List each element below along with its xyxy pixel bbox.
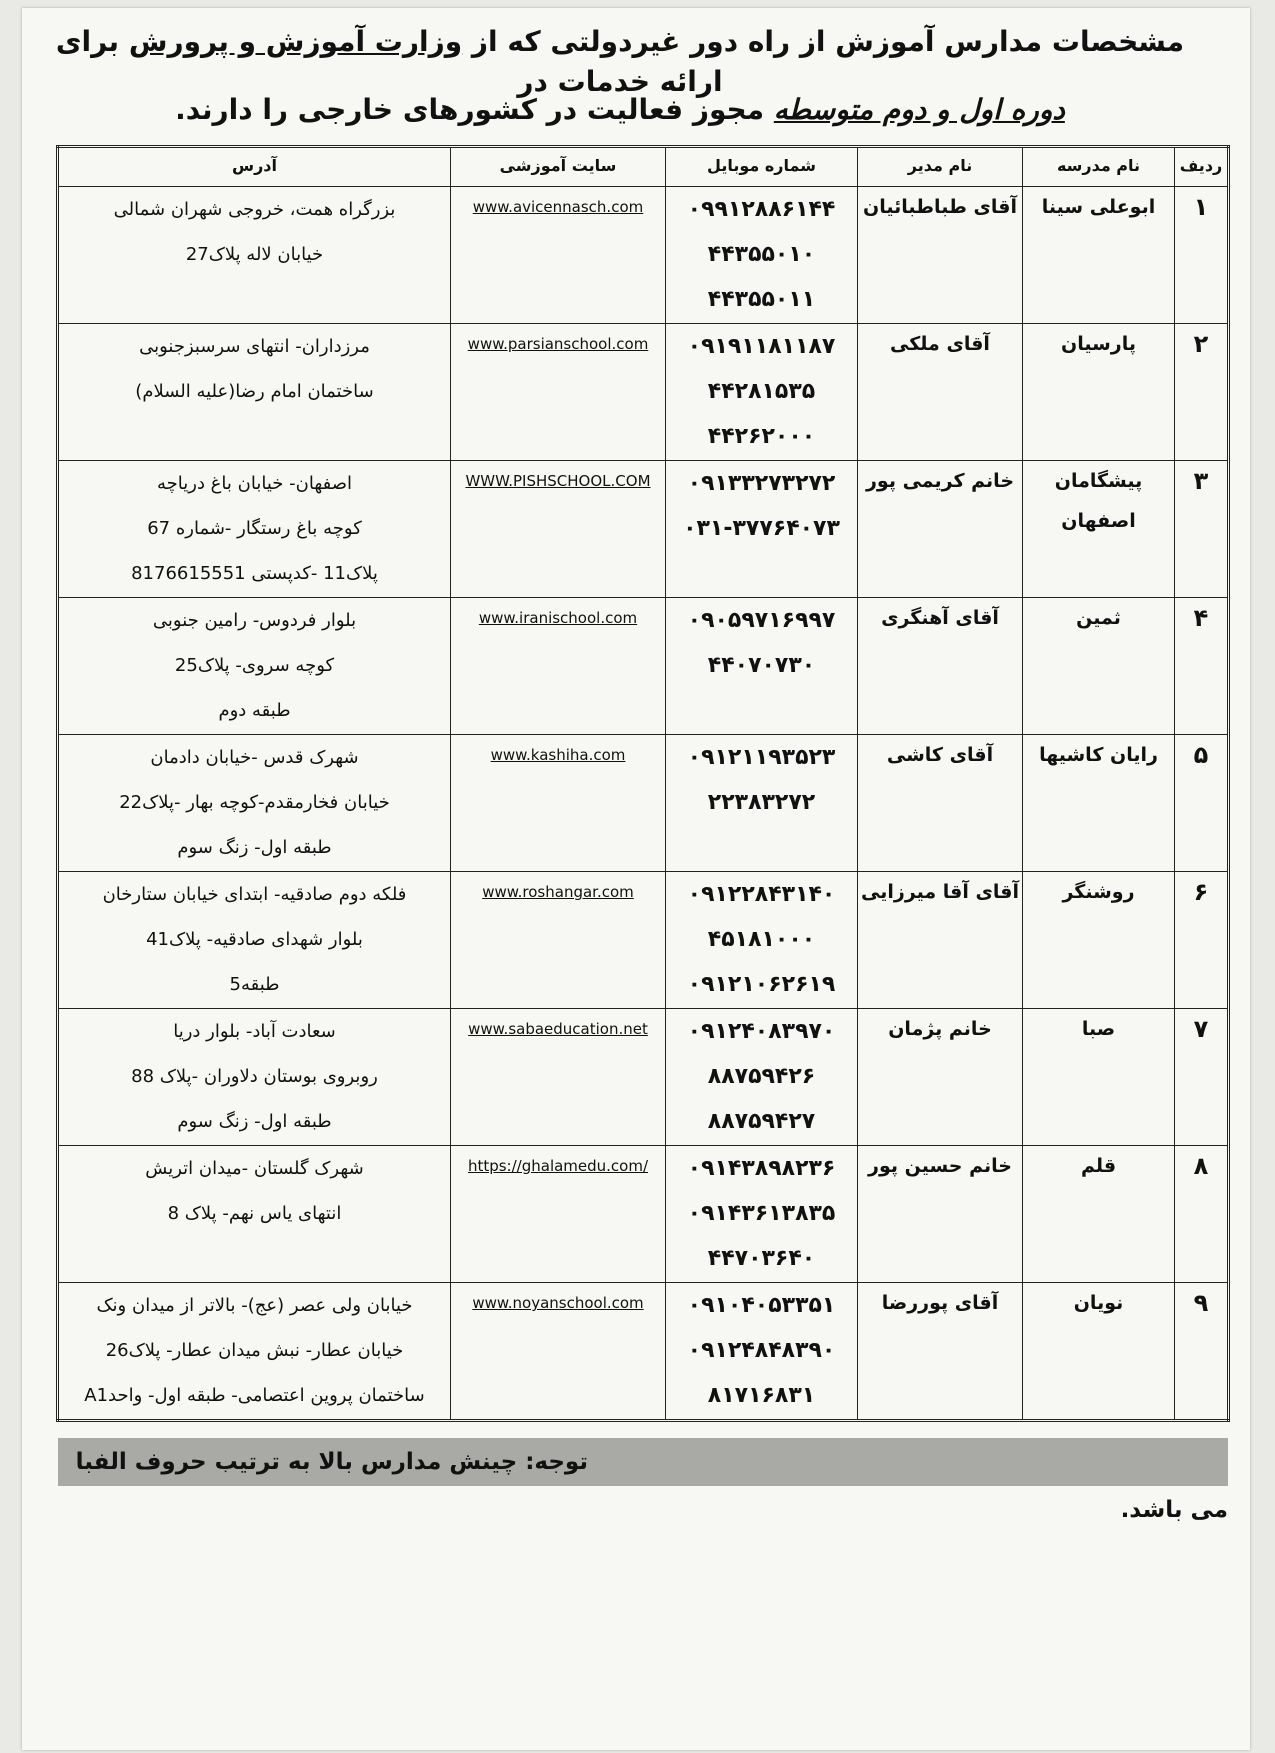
table-row — [58, 187, 1229, 324]
website-link[interactable]: https://ghalamedu.com/ — [467, 1157, 649, 1175]
address-line: ساختمان امام رضا(علیه السلام) — [135, 381, 374, 402]
phone-number: ۴۴۲۶۲۰۰۰ — [707, 424, 816, 449]
phone-cell — [666, 872, 858, 1009]
website-cell — [451, 872, 666, 1009]
address-line: ساختمان پروین اعتصامی- طبقه اول- واحدA1 — [84, 1385, 425, 1406]
website-cell — [451, 598, 666, 735]
row-index: ۳ — [1175, 461, 1229, 598]
address-line: طبقه دوم — [218, 700, 291, 721]
address-line: بزرگراه همت، خروجی شهران شمالی — [113, 199, 396, 220]
table-body — [58, 187, 1229, 1421]
address-line: مرزداران- انتهای سرسبزجنوبی — [139, 336, 370, 357]
phone-number: ۴۴۳۵۵۰۱۰ — [707, 242, 816, 267]
address-line: شهرک گلستان -میدان اتریش — [145, 1158, 364, 1179]
phone-number: ۰۹۱۲۱۱۹۳۵۲۳ — [687, 745, 836, 770]
address-line: بلوار شهدای صادقیه- پلاک41 — [146, 929, 363, 950]
website-link[interactable]: www.parsianschool.com — [467, 335, 649, 353]
address-line: سعادت آباد- بلوار دریا — [173, 1021, 336, 1042]
school-name: قلم — [1023, 1146, 1175, 1283]
address-cell — [58, 735, 451, 872]
manager-name: آقای طباطبائیان — [858, 187, 1023, 324]
website-cell — [451, 1009, 666, 1146]
row-index: ۱ — [1175, 187, 1229, 324]
phone-number: ۴۴۰۷۰۷۳۰ — [707, 653, 816, 678]
phone-number: ۴۴۳۵۵۰۱۱ — [707, 287, 816, 312]
address-line: شهرک قدس -خیابان دادمان — [150, 747, 359, 768]
website-cell — [451, 1146, 666, 1283]
header-website: سایت آموزشی — [451, 147, 666, 187]
table-header-row — [58, 147, 1229, 187]
header-address: آدرس — [58, 147, 451, 187]
title-text: مشخصات مدارس آموزش از راه دور غیردولتی که از — [462, 25, 1185, 58]
address-cell — [58, 1283, 451, 1421]
school-name: نویان — [1023, 1283, 1175, 1421]
phone-number: ۸۸۷۵۹۴۲۶ — [707, 1064, 816, 1089]
school-name: پیشگامان اصفهان — [1023, 461, 1175, 598]
phone-number: ۸۱۷۱۶۸۳۱ — [707, 1383, 816, 1408]
phone-number: ۰۹۱۲۲۸۴۳۱۴۰ — [687, 882, 836, 907]
row-index: ۵ — [1175, 735, 1229, 872]
manager-name: آقای ملکی — [858, 324, 1023, 461]
manager-name: خانم کریمی پور — [858, 461, 1023, 598]
phone-number: ۰۳۱-۳۷۷۶۴۰۷۳ — [683, 516, 840, 541]
header-index: ردیف — [1175, 147, 1229, 187]
manager-name: خانم حسین پور — [858, 1146, 1023, 1283]
phone-cell — [666, 1146, 858, 1283]
address-cell — [58, 324, 451, 461]
phone-number: ۰۹۰۵۹۷۱۶۹۹۷ — [687, 608, 836, 633]
note-text: توجه: چینش مدارس بالا به ترتیب حروف الفبا می باشد. — [75, 1449, 1228, 1523]
phone-cell — [666, 187, 858, 324]
website-link[interactable]: www.iranischool.com — [478, 609, 638, 627]
title-period: دوره اول و دوم متوسطه — [773, 93, 1065, 126]
address-line: فلکه دوم صادقیه- ابتدای خیابان ستارخان — [102, 884, 407, 905]
note-banner — [58, 1438, 1228, 1523]
header-mobile: شماره موبایل — [666, 147, 858, 187]
document-title-line-2 — [40, 90, 1200, 130]
manager-name: آقای آهنگری — [858, 598, 1023, 735]
address-line: پلاک11 -کدپستی 8176615551 — [131, 563, 378, 584]
row-index: ۲ — [1175, 324, 1229, 461]
address-line: خیابان عطار- نبش میدان عطار- پلاک26 — [105, 1340, 404, 1361]
phone-cell — [666, 1283, 858, 1421]
phone-number: ۰۹۱۰۴۰۵۳۳۵۱ — [687, 1293, 836, 1318]
phone-cell — [666, 1009, 858, 1146]
phone-number: ۰۹۱۲۴۸۴۸۳۹۰ — [687, 1338, 836, 1363]
table-row — [58, 461, 1229, 598]
website-cell — [451, 1283, 666, 1421]
website-cell — [451, 187, 666, 324]
phone-number: ۰۹۱۴۳۸۹۸۲۳۶ — [687, 1156, 836, 1181]
address-line: انتهای یاس نهم- پلاک 8 — [167, 1203, 342, 1224]
school-name: روشنگر — [1023, 872, 1175, 1009]
phone-cell — [666, 461, 858, 598]
phone-cell — [666, 598, 858, 735]
table-row — [58, 1146, 1229, 1283]
manager-name: آقای آقا میرزایی — [858, 872, 1023, 1009]
address-cell — [58, 1009, 451, 1146]
website-link[interactable]: WWW.PISHSCHOOL.COM — [465, 472, 651, 490]
website-cell — [451, 735, 666, 872]
phone-number: ۲۲۳۸۳۲۷۲ — [707, 790, 816, 815]
address-line: بلوار فردوس- رامین جنوبی — [152, 610, 357, 631]
table-row — [58, 735, 1229, 872]
website-link[interactable]: www.kashiha.com — [490, 746, 626, 764]
phone-number: ۰۹۹۱۲۸۸۶۱۴۴ — [687, 197, 836, 222]
header-school: نام مدرسه — [1023, 147, 1175, 187]
address-cell — [58, 598, 451, 735]
website-cell — [451, 461, 666, 598]
address-line: اصفهان- خیابان باغ دریاچه — [156, 473, 353, 494]
website-link[interactable]: www.noyanschool.com — [472, 1294, 644, 1312]
row-index: ۸ — [1175, 1146, 1229, 1283]
phone-cell — [666, 735, 858, 872]
address-cell — [58, 187, 451, 324]
title-ministry: وزارت آموزش و پرورش — [128, 25, 463, 58]
table-row — [58, 598, 1229, 735]
phone-number: ۰۹۱۲۱۰۶۲۶۱۹ — [687, 972, 836, 997]
phone-number: ۴۴۲۸۱۵۳۵ — [707, 379, 816, 404]
website-link[interactable]: www.roshangar.com — [482, 883, 634, 901]
row-index: ۷ — [1175, 1009, 1229, 1146]
table-row — [58, 1009, 1229, 1146]
phone-number: ۸۸۷۵۹۴۲۷ — [707, 1109, 816, 1134]
address-line: روبروی بوستان دلاوران -پلاک 88 — [131, 1066, 378, 1087]
school-name: ثمین — [1023, 598, 1175, 735]
row-index: ۹ — [1175, 1283, 1229, 1421]
website-link[interactable]: www.avicennasch.com — [472, 198, 644, 216]
header-manager: نام مدیر — [858, 147, 1023, 187]
phone-number: ۴۵۱۸۱۰۰۰ — [707, 927, 816, 952]
address-cell — [58, 1146, 451, 1283]
phone-number: ۴۴۷۰۳۶۴۰ — [707, 1246, 816, 1271]
address-line: خیابان لاله پلاک27 — [185, 244, 324, 265]
address-line: طبقه اول- زنگ سوم — [177, 837, 332, 858]
address-cell — [58, 872, 451, 1009]
title-text: مجوز فعالیت در کشورهای خارجی را دارند. — [175, 93, 774, 126]
title-text: برای ارائه خدمات در — [55, 25, 723, 98]
address-line: کوچه باغ رستگار -شماره 67 — [147, 518, 362, 539]
schools-table — [56, 145, 1230, 1422]
address-cell — [58, 461, 451, 598]
phone-number: ۰۹۱۴۳۶۱۳۸۳۵ — [687, 1201, 836, 1226]
school-name: ابوعلی سینا — [1023, 187, 1175, 324]
address-line: خیابان ولی عصر (عج)- بالاتر از میدان ونک — [96, 1295, 413, 1316]
table-row — [58, 1283, 1229, 1421]
manager-name: خانم پژمان — [858, 1009, 1023, 1146]
row-index: ۴ — [1175, 598, 1229, 735]
phone-number: ۰۹۱۳۳۲۷۳۲۷۲ — [687, 471, 836, 496]
phone-number: ۰۹۱۲۴۰۸۳۹۷۰ — [687, 1019, 836, 1044]
phone-number: ۰۹۱۹۱۱۸۱۱۸۷ — [687, 334, 836, 359]
address-line: خیابان فخارمقدم-کوچه بهار -پلاک22 — [119, 792, 390, 813]
address-line: طبقه اول- زنگ سوم — [177, 1111, 332, 1132]
manager-name: آقای پوررضا — [858, 1283, 1023, 1421]
phone-cell — [666, 324, 858, 461]
table-row — [58, 324, 1229, 461]
row-index: ۶ — [1175, 872, 1229, 1009]
school-name: پارسیان — [1023, 324, 1175, 461]
table-row — [58, 872, 1229, 1009]
address-line: کوچه سروی- پلاک25 — [174, 655, 335, 676]
website-cell — [451, 324, 666, 461]
address-line: طبقه5 — [229, 974, 280, 995]
school-name: صبا — [1023, 1009, 1175, 1146]
school-name: رایان کاشیها — [1023, 735, 1175, 872]
manager-name: آقای کاشی — [858, 735, 1023, 872]
website-link[interactable]: www.sabaeducation.net — [468, 1020, 648, 1038]
